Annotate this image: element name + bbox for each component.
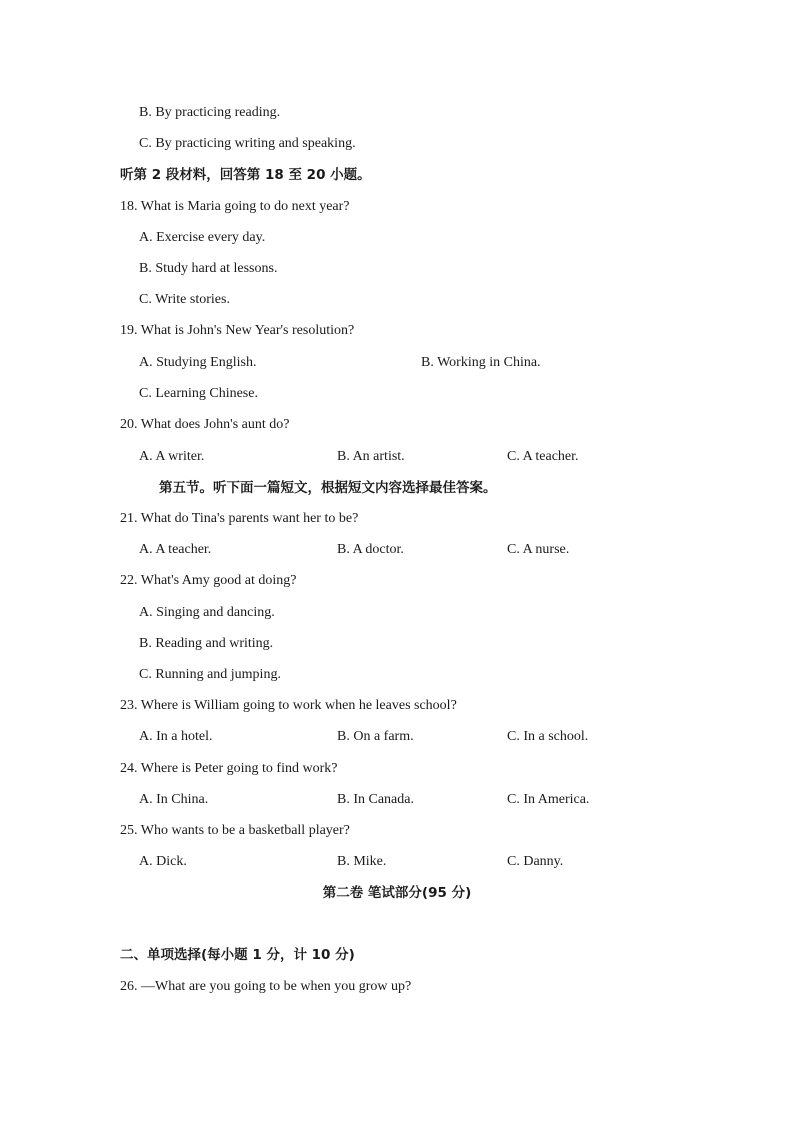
question-18: 18. What is Maria going to do next year? xyxy=(120,199,350,214)
q19-option-c: C. Learning Chinese. xyxy=(139,386,258,401)
q22-option-c: C. Running and jumping. xyxy=(139,667,281,682)
q22-option-b: B. Reading and writing. xyxy=(139,636,274,651)
section-header-part5: 第五节。听下面一篇短文，根据短文内容选择最佳答案。 xyxy=(159,480,497,496)
q20-option-a: A. A writer. xyxy=(139,449,205,464)
section-header-single-choice: 二、单项选择(每小题 1 分，计 10 分) xyxy=(120,947,355,963)
part-two-title: 第二卷 笔试部分(95 分) xyxy=(322,885,472,901)
q23-option-b: B. On a farm. xyxy=(337,729,414,744)
question-25: 25. Who wants to be a basketball player? xyxy=(120,823,350,838)
q19-option-a: A. Studying English. xyxy=(139,355,257,370)
q24-option-a: A. In China. xyxy=(139,792,209,807)
q20-option-b: B. An artist. xyxy=(337,449,405,464)
q21-option-a: A. A teacher. xyxy=(139,542,212,557)
option-c-prev: C. By practicing writing and speaking. xyxy=(139,136,356,151)
q22-option-a: A. Singing and dancing. xyxy=(139,605,275,620)
q23-option-c: C. In a school. xyxy=(507,729,589,744)
q18-option-c: C. Write stories. xyxy=(139,292,230,307)
q21-option-c: C. A nurse. xyxy=(507,542,570,557)
question-19: 19. What is John's New Year's resolution? xyxy=(120,323,355,338)
question-21: 21. What do Tina's parents want her to be? xyxy=(120,511,359,526)
q25-option-a: A. Dick. xyxy=(139,854,187,869)
q20-option-c: C. A teacher. xyxy=(507,449,579,464)
question-23: 23. Where is William going to work when he leaves school? xyxy=(120,698,457,713)
q24-option-b: B. In Canada. xyxy=(337,792,414,807)
q18-option-b: B. Study hard at lessons. xyxy=(139,261,278,276)
q25-option-c: C. Danny. xyxy=(507,854,564,869)
question-20: 20. What does John's aunt do? xyxy=(120,417,290,432)
q21-option-b: B. A doctor. xyxy=(337,542,404,557)
q25-option-b: B. Mike. xyxy=(337,854,387,869)
question-26: 26. —What are you going to be when you grow up? xyxy=(120,979,412,994)
question-22: 22. What's Amy good at doing? xyxy=(120,573,297,588)
q24-option-c: C. In America. xyxy=(507,792,590,807)
q18-option-a: A. Exercise every day. xyxy=(139,230,266,245)
q19-option-b: B. Working in China. xyxy=(421,355,541,370)
q23-option-a: A. In a hotel. xyxy=(139,729,213,744)
option-b-prev: B. By practicing reading. xyxy=(139,105,281,120)
question-24: 24. Where is Peter going to find work? xyxy=(120,761,338,776)
section-header-part2: 听第 2 段材料，回答第 18 至 20 小题。 xyxy=(120,167,371,183)
